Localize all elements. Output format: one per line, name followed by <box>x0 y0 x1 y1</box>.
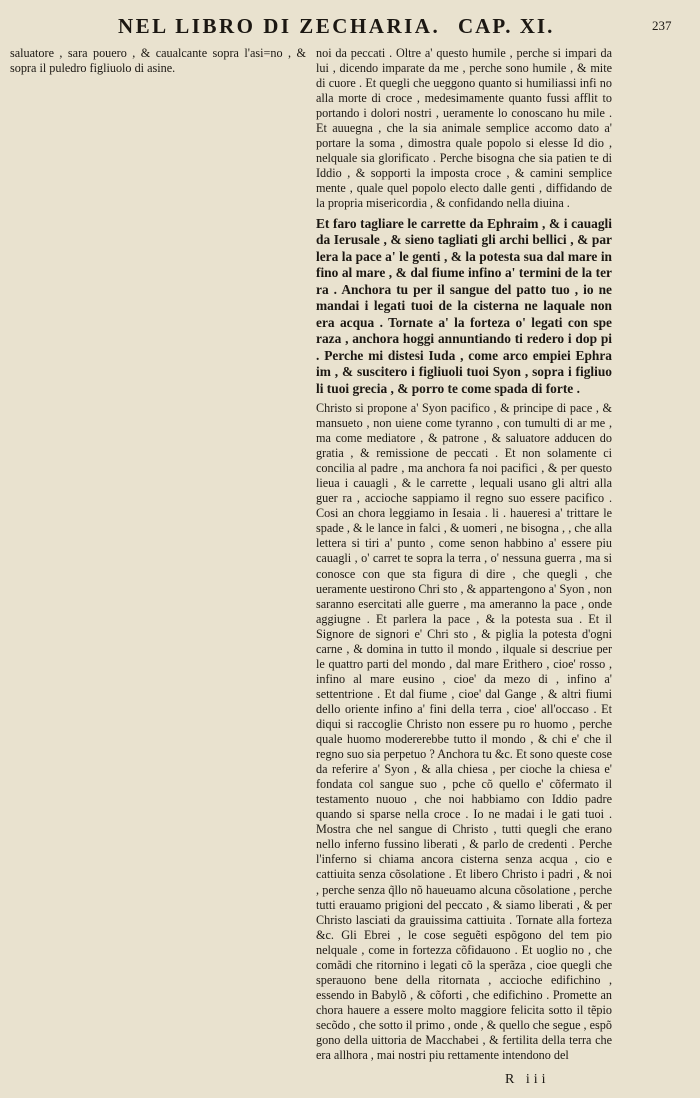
page-header <box>0 14 700 42</box>
chapter-heading: CAP. XI. <box>458 14 555 38</box>
left-column <box>10 46 306 1046</box>
scripture-verse: Et faro tagliare le carrette da Ephraim , & i cauagli da Ierusale , & sieno tagliati gli archi bellici , & par lera la pace a' le genti , & la potesta sua dal mare in fino al mare , & dal fiume infino a' termini de la ter ra . Anchora tu per il sangue del patto tuo , io ne mandai i legati tuoi de la cisterna ne laquale non era acqua . Tornate a' la forteza o' legati con spe raza , anchora hoggi annuntiando ti redero i dop pi . Perche mi distesi Iuda , come arco empiei Ephra im , & suscitero i figliuoli tuoi Syon , sopra i figliuo li tuoi grecia , & porro te come spada di forte . <box>316 215 612 396</box>
folio-number: 237 <box>652 18 672 33</box>
left-paragraph-1: saluatore , sara pouero , & caualcante sopra l'asi=no , & sopra il puledro figliuolo di asine. <box>10 46 306 76</box>
right-paragraph-1: noi da peccati . Oltre a' questo humile , perche si impari da lui , dicendo imparate da me , perche sono humile , & mite di cuore . Et quegli che ueggono quanto si humiliassi infi no alla morte di croce , medesimamente quanto fussi afflit to portando i dolori nostri , ueramente lo conoscano hu mile . Et auuegna , che la sia animale semplice accomo dato a' portare la soma , dimostra quale popolo si elesse Id dio , nelquale sia glorificato . Perche bisogna che sia patien te di Iddio , & sopporti la imposta croce , & camini semplice mente , quale quel popolo electo dalle genti , diffidando de la propria misericordia , & confidando nella diuina . <box>316 46 612 211</box>
running-title: NEL LIBRO DI ZECHARIA. <box>118 14 441 38</box>
right-paragraph-2: Christo si propone a' Syon pacifico , & principe di pace , & mansueto , non uiene come tyranno , con tumulti di ar me , ma come mediatore , & patrone , & saluatore adducen do gratia , & remissione de peccati . Et non solamente ci concilia al padre , ma anchora fa noi pacifici , & per questo lieua i cauagli , & le carrette , lequali usano gli altri alla guer ra , accioche sappiamo il regno suo essere pacifico . Cosi an chora leggiamo in Iesaia . li . haueresi a' trittare le spade , & le lance in falci , & uomeri , ne bisogna , , che alla lettera si tiri a' punto , come senon habbino a' essere piu cauagli , o' carret te sopra la terra , o' nessuna guerra , ma si conosce con que sta figura di dire , che quegli , che ueramente uestirono Chri sto , & appartengono a' Syon , non saranno esercitati alle guerre , ma ameranno la pace , onde aggiugne . Et parlera la pace , & la potesta sua . Et il Signore de signori e' Chri sto , & piglia la potesta d'ogni carne , & domina in tutto il mondo , ilquale si descriue per le quattro parti del mondo , dal mare Erithero , cioe' rosso , infino al mare eusino , cioe' da mezo di , infino a' settentrione . Et dal fiume , cioe' dal Gange , & altri fiumi dello oriente infino a' fini della terra , cioe' all'occaso . Et diqui si raccoglie Christo non essere pu ro huomo , perche quale huomo modererebbe tutto il mondo , & chi e' che il regno suo sia perpetuo ? Anchora tu &c. Et sono queste cose da referire a' Syon , & alla chiesa , per cioche la chiesa e' fondata col sangue suo , pche cõ quello e' cõfermato il testamento nuouo , che noi habbiamo con Iddio padre quando si sparse nella croce . Io ne madai i le gati tuoi . Mostra che nel sangue di Christo , tutti quegli che erano nello inferno fussino liberati , & parlo de credenti . Perche l'inferno si chiama ancora cisterna senza acqua , cio e cattiuita senza cõsolatione . Et libero Christo i padri , & noi , perche senza q̃llo nõ haueuamo alcuna cõsolatione , perche tutti erauamo prigioni del peccato , & siamo liberati , & per Christo lasciati da grauissima cattiuita . Tornate alla forteza &c. Gli Ebrei , le cose seguẽti espõgono del tem pio nelquale , come in fortezza cõfidauono . Et uoglio no , che comãdi che ritornino i legati cõ la sperãza , cioe quegli che sperauono bene della ritornata , accioche edifichino , essendo in Babylõ , & cõforti , che edifichino . Promette an chora hauere a essere molto maggiore felicita sotto il tẽpio secõdo , che sotto il primo , onde , & quello che segue , espõ gono della uittoria de Macchabei , & fertilita della terra che era allhora , mai nostri piu rettamente intendono del <box>316 401 612 1063</box>
signature-mark: R iii <box>505 1072 550 1087</box>
right-column <box>316 46 612 1063</box>
